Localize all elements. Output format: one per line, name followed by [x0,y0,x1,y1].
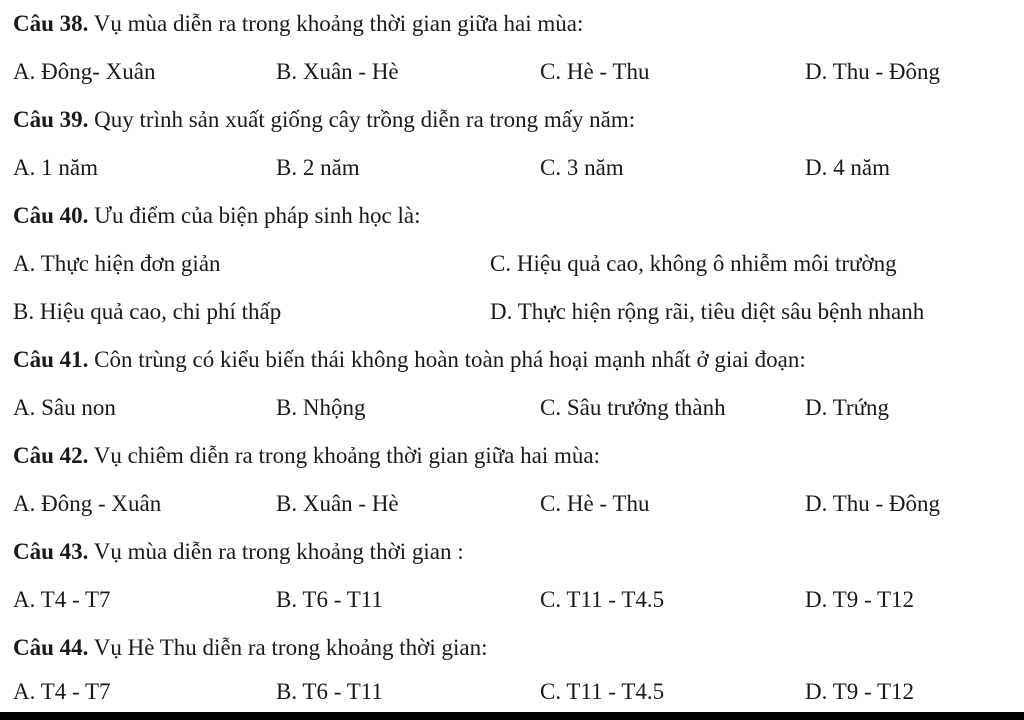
question-39-stem [0,100,1024,140]
question-text: Vụ chiêm diễn ra trong khoảng thời gian giữa hai mùa: [88,443,600,468]
option-b: B. T6 - T11 [276,587,383,612]
question-text: Ưu điểm của biện pháp sinh học là: [88,203,421,228]
question-text: Vụ Hè Thu diễn ra trong khoảng thời gian: [88,635,488,660]
question-44-options [0,672,1024,712]
question-38-stem [0,4,1024,44]
question-40-options-row-2 [0,292,1024,332]
option-c: C. Hè - Thu [540,59,650,84]
question-43-stem [0,532,1024,572]
option-d: D. Thực hiện rộng rãi, tiêu diệt sâu bệnh nhanh [490,299,925,324]
option-a: A. T4 - T7 [13,587,111,612]
question-40-stem [0,196,1024,236]
option-c: C. Hiệu quả cao, không ô nhiễm môi trường [490,251,897,276]
question-label: Câu 40. [13,203,89,228]
option-a: A. Thực hiện đơn giản [13,251,221,276]
question-44-stem [0,628,1024,668]
option-b: B. Xuân - Hè [276,491,399,516]
question-41-stem [0,340,1024,380]
option-d: D. T9 - T12 [805,587,915,612]
option-d: D. T9 - T12 [805,679,915,704]
question-43-options [0,580,1024,620]
option-b: B. T6 - T11 [276,679,383,704]
question-label: Câu 41. [13,347,89,372]
question-label: Câu 38. [13,11,89,36]
question-40-options-row-1 [0,244,1024,284]
option-b: B. Xuân - Hè [276,59,399,84]
option-c: C. T11 - T4.5 [540,587,665,612]
question-42-options [0,484,1024,524]
question-label: Câu 42. [13,443,89,468]
bottom-edge-bar [0,712,1024,720]
option-b: B. Hiệu quả cao, chi phí thấp [13,299,282,324]
option-b: B. Nhộng [276,395,366,420]
question-label: Câu 39. [13,107,89,132]
question-38-options [0,52,1024,92]
option-b: B. 2 năm [276,155,360,180]
option-a: A. Sâu non [13,395,116,420]
option-c: C. 3 năm [540,155,624,180]
question-text: Quy trình sản xuất giống cây trồng diễn ra trong mấy năm: [88,107,636,132]
option-d: D. Thu - Đông [805,59,941,84]
question-42-stem [0,436,1024,476]
option-c: C. Sâu trưởng thành [540,395,726,420]
option-a: A. Đông - Xuân [13,491,162,516]
option-a: A. Đông- Xuân [13,59,156,84]
question-label: Câu 43. [13,539,89,564]
option-d: D. Trứng [805,395,890,420]
option-d: D. 4 năm [805,155,890,180]
option-c: C. Hè - Thu [540,491,650,516]
question-text: Vụ mùa diễn ra trong khoảng thời gian : [88,539,464,564]
option-a: A. 1 năm [13,155,98,180]
question-text: Côn trùng có kiểu biến thái không hoàn toàn phá hoại mạnh nhất ở giai đoạn: [88,347,806,372]
question-41-options [0,388,1024,428]
question-text: Vụ mùa diễn ra trong khoảng thời gian giữa hai mùa: [88,11,584,36]
option-c: C. T11 - T4.5 [540,679,665,704]
option-a: A. T4 - T7 [13,679,111,704]
option-d: D. Thu - Đông [805,491,941,516]
question-label: Câu 44. [13,635,89,660]
question-39-options [0,148,1024,188]
